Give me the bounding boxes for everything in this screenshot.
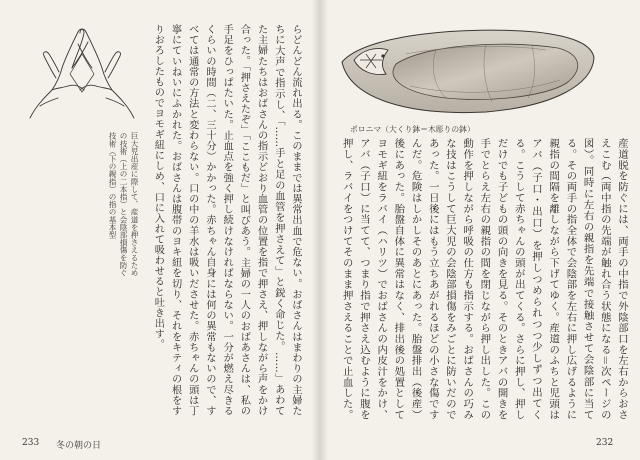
left-folio: 233 [22,438,40,448]
left-body-paragraph: らどんどん流れ出る。このままでは異常出血で危ない。おばさんはまわりの主婦たちに大声で指示し、「……手と足の血管を押さえて」と鋭く命じた。……」あわてた主婦たちはおばさんの指示どおり血管の位置を指で押さえ、押しながら声をかけ合った。「押さえたぞ」「ここもだ」と叫びあう。主婦の一人のおばあさんは、私の手足をひっぱたいた。止血点を強く押し続けなければならない。一分が燃え尽きるくらいの時間（二、三十分）かかった。赤ちゃん自身には何の異常もないので、すべては通常の方法と変わらない。口の中の羊水は吸いださせた。赤ちゃんの頭は丁寧にていねいにふかれた。おばさんは腹帯のヨキ紐を切り、それをキティの根をすりおろしたものでヨモギ紐にしめ、口に入れて吸わせると吐き出す。 [152,24,301,416]
right-body-paragraph: 産道脱を防ぐには、両手の中指で外陰部口を左右からおさえこむ（両中指の先端が触れ合う状態になる＝次ページの図）。同時に左右の親指を先端で接触させて会陰部に当てる。その両手の指全体で会陰部を左右に押し広げるように親指の間隔を離しながら下げてゆく。産道のふちと児頭はアバ（子口・出口）を押しつめられつつ少しずつ出てくる。こうして赤ちゃんの頭が出てくる。さらに押し、押しだけでも子どもの頭の向きを見る。そのときアバの開きを手でとらえ左右の親指の間を閉じながら押し出した。この動作を押しながら呼吸の仕方も指示する。おばさんの巧みな技はこうして巨大児の会陰部損傷をみごとに防いだのであった。一日後にはもう立ちあがれるほどの小さな傷ですんだ。危険はしかしそのあとにあった。胎盤排出（後産）後にあった。胎盤自体に異常はなく、排出後の処置としてヨモギ紐をラバイ（ハリツ）でおばさんの内皮汁をかけ、アバ（子口）に当てて、つまり指で押さえ込むように腹を押し、ラバイをつけてそのまま押さえることで止血した。 [340,138,628,420]
left-body-text [96,24,304,416]
left-running-head: 冬の朝の日 [56,441,102,451]
right-folio: 232 [596,438,614,448]
book-gutter [312,0,328,460]
carved-bowl-illustration-icon [336,24,598,116]
hands-figure-caption: 巨大児出産に際して、産道を押さえるための技術（上の二本指）と会陰部損傷を防ぐ技術（下の親指）の指の基本型 [108,132,139,277]
right-body-text [338,138,630,420]
right-page [320,0,640,460]
bowl-figure-caption: ポロニマ（大くり鉢＝木彫りの鉢） [350,125,475,134]
